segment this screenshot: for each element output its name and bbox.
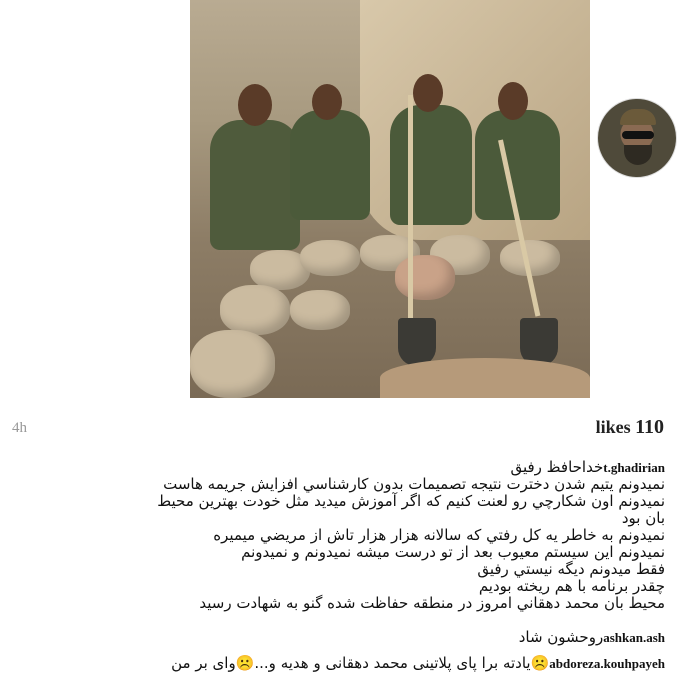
comment [157,459,665,612]
person-head [238,84,272,126]
comment-line [157,459,665,476]
person-head [498,82,528,120]
comment-text: خداحافظ رفيق [510,458,604,476]
likes-label: likes [595,417,631,437]
comment-line: چقدر برنامه با هم ريخته بوديم [478,577,665,595]
rock [395,255,455,300]
comment-username[interactable]: ashkan.ash [603,630,665,645]
comment-line: نميدونم يتيم شدن دخترت نتيجه تصميمات بدون كارشناسي افزايش جريمه هاست [163,475,665,493]
person [290,110,370,220]
comment-line: بان بود [621,509,665,527]
user-avatar[interactable] [597,98,677,178]
shovel-handle [408,95,413,325]
comment-line: نميدونم اين سيستم معيوب بعد از تو درست ميشه نميدونم و نميدونم [241,543,665,561]
person-head [413,74,443,112]
comment-line: محيط بان محمد دهقاني امروز در منطقه حفاظت شده گنو به شهادت رسيد [199,594,665,612]
comment-username[interactable]: t.ghadirian [603,460,665,475]
post-time: 4h [12,420,27,436]
likes-number: 110 [635,416,664,438]
rock [290,290,350,330]
rock [300,240,360,276]
comment-line: فقط ميدونم ديگه نيستي رفيق [477,560,665,578]
person [210,120,300,250]
puddle [380,358,590,398]
shovel-blade [398,318,436,366]
avatar-glasses [622,131,654,139]
avatar-beard [624,145,652,165]
comment [519,629,665,646]
likes-count[interactable] [596,416,664,439]
avatar-cap [620,109,656,125]
comment-username[interactable]: abdoreza.kouhpayeh [549,656,665,671]
person [475,110,560,220]
comment-line: نميدونم به خاطر يه كل رفتي كه سالانه هزار هزار تاش از مريضي ميميره [213,526,665,544]
comment [171,655,665,672]
post-photo[interactable] [190,0,590,398]
comment-text: روحشون شاد [518,628,604,646]
rock [190,330,275,398]
rock [220,285,290,335]
comment-line: نميدونم اون شكارچي رو لعنت كنيم كه اگر آموزش ميديد مثل خودت بهترين محيط [157,492,665,510]
person [390,105,472,225]
comment-text: ☹️یادته برا پای پلاتینی محمد دهقانی و هدیه و...☹️وای بر من [171,654,550,672]
person-head [312,84,342,120]
